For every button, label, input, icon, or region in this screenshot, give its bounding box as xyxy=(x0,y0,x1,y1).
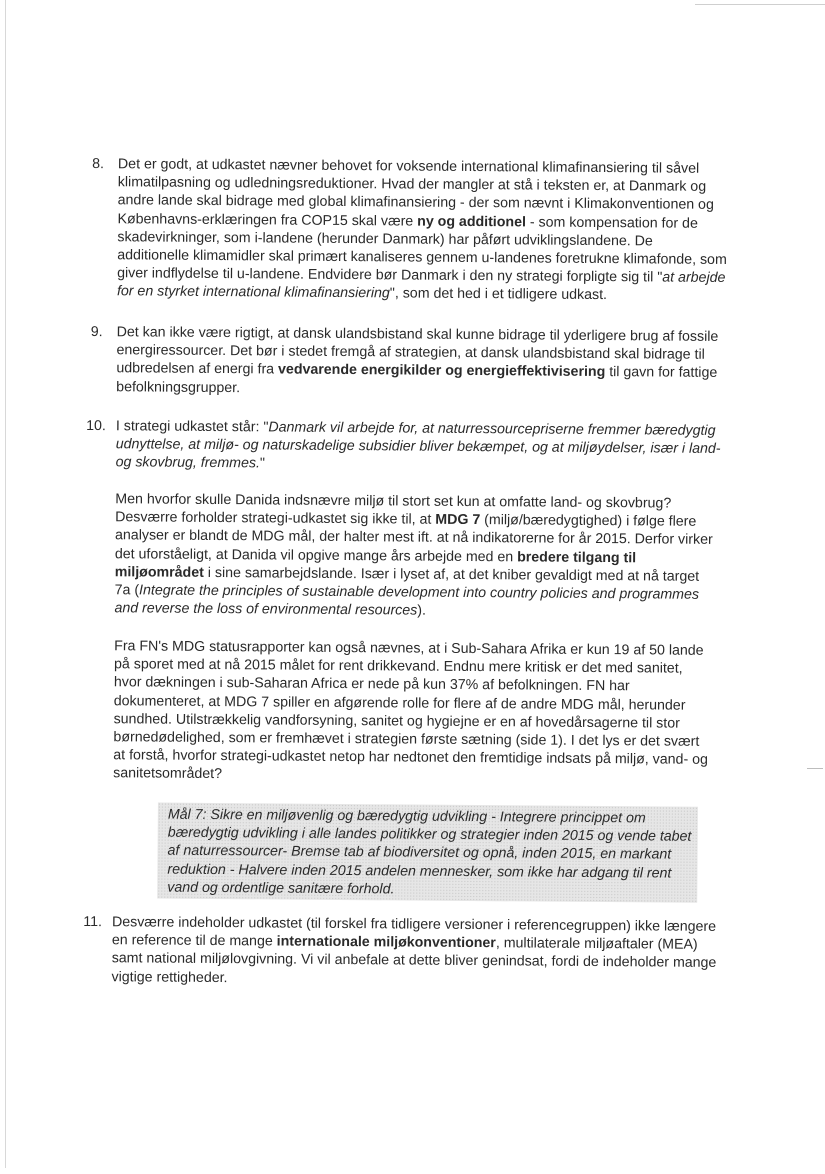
text-run: til gavn for fattige befolkningsgrupper. xyxy=(116,364,718,396)
bold-run: internationale miljøkonventioner xyxy=(276,933,496,952)
italic-run: Integrate the principles of sustainable development into country policies and programmes and reverse the loss of environmental resources xyxy=(114,582,700,619)
item-number: 11. xyxy=(83,913,103,931)
text-run: " xyxy=(259,455,266,472)
item-text xyxy=(112,913,723,991)
text-run: Desværre indeholder udkastet (til forskel fra tidligere versioner i referencegruppen) ikke længere en reference til de mange xyxy=(111,914,717,950)
bold-run: vedvarende energikilder og energieffektivisering xyxy=(277,361,606,381)
text-run: i sine samarbejdslande. Især i lyset af, at det kniber gevaldigt med at nå target 7a ( xyxy=(114,564,700,599)
list-item-9 xyxy=(0,322,824,396)
text-run: - som kompensation for de skadevirkninger, som i-landene (herunder Danmark) har påført udviklingslandene. De additionelle klimamidler skal primært kanaliseres gennem u-landenes foretrukne klimafonde, som giver indflydelse til u-landene. Endvidere bør Danmark i den ny strategi forpligte sig til " xyxy=(117,214,727,286)
paragraph-fn-status: Fra FN's MDG statusrapporter kan også nævnes, at i Sub-Sahara Afrika er kun 19 af 50 lande på sporet med at nå 2015 målet for rent drikkevand. Endnu mere kritisk er det med sanitet, hvor dækningen i sub-Saharan Africa er nede på kun 37% af befolkningen. FN har dokumenteret, at MDG 7 spiller en afgørende rolle for flere af de andre MDG mål, herunder sundhed. Utilstrækkelig vandforsyning, sanitet og hygiejne er en af hovedårsagerne til stor børnedødelighed, som er fremhævet i strategien første sætning (side 1). I det lys er det svært at forstå, hvorfor strategi-udkastet netop har nedtonet den fremtidige indsats på miljø, vand- og sanitetsområdet? xyxy=(113,638,708,783)
item-text xyxy=(116,323,727,401)
italic-run: Danmark vil arbejde for, at naturressourcepriserne fremmer bæredygtig udnyttelse, at miljø- og naturskadelige subsidier bliver bekæmpet, og at miljøydelser, især i land- og skovbrug, fremmes. xyxy=(115,419,721,472)
quote-mdg7: Mål 7: Sikre en miljøvenlig og bæredygtig udvikling - Integrere princippet om bæredygtig udvikling i alle landes politikker og strategier inden 2015 og vende tabet af naturressourcer- Bremse tab af biodiversitet og opnå, inden 2015, en markant reduktion - Halvere inden 2015 andelen mennesker, som ikke har adgang til rent vand og ordentlige sanitære forhold. xyxy=(167,806,692,898)
item-number: 9. xyxy=(90,324,103,341)
list-item-10 xyxy=(0,416,823,472)
italic-run: at arbejde for en styrket international klimafinansiering xyxy=(116,269,726,302)
bold-run: MDG 7 xyxy=(435,511,481,529)
bold-run: bredere tilgang til miljøområdet xyxy=(114,548,637,581)
text-run: , multilaterale miljøaftaler (MEA) samt national miljølovgivning. Vi vil anbefale at dette bliver genindsat, fordi de indeholder mange vigtige rettigheder. xyxy=(111,935,717,986)
text-run: ). xyxy=(417,602,427,619)
item-text xyxy=(117,155,728,305)
text-run: I strategi udkastet står: " xyxy=(115,418,269,436)
text-run: (miljø/bæredygtighed) i følge flere analyser er blandt de MDG mål, der halter mest ift. at nå indikatorerne for år 2015. Derfor virker det uforståeligt, at Danida vil opgive mange års arbejde med en xyxy=(114,512,713,565)
bold-run: ny og additionel xyxy=(417,213,527,231)
item-text xyxy=(116,417,726,476)
list-item-8 xyxy=(0,154,825,304)
text-run: Men hvorfor skulle Danida indsnævre miljø til stort set kun at omfatte land- og skovbrug? Desværre forholder strategi-udkastet sig ikke til, at xyxy=(115,491,672,528)
item-number: 10. xyxy=(86,417,106,435)
text-run: ", som det hed i et tidligere udkast. xyxy=(389,285,608,304)
list-item-11 xyxy=(0,912,819,986)
paragraph-mdg7 xyxy=(114,490,715,622)
text-run: Det kan ikke være rigtigt, at dansk ulandsbistand skal kunne bidrage til yderligere brug af fossile energiressourcer. Det bør i stedet fremgå af strategien, at dansk ulandsbistand skal bidrage til udbredelsen af energi fra xyxy=(116,324,719,378)
item-number: 8. xyxy=(92,156,105,173)
text-run: Det er godt, at udkastet nævner behovet for voksende international klimafinansiering til såvel klimatilpasning og udledningsreduktioner. Hvad der mangler at stå i teksten er, at Danmark og andre lande skal bidrage med global klimafinansiering - der som nævnt i Klimakonventionen og Københavns-erklæringen fra COP15 skal være xyxy=(117,156,714,230)
